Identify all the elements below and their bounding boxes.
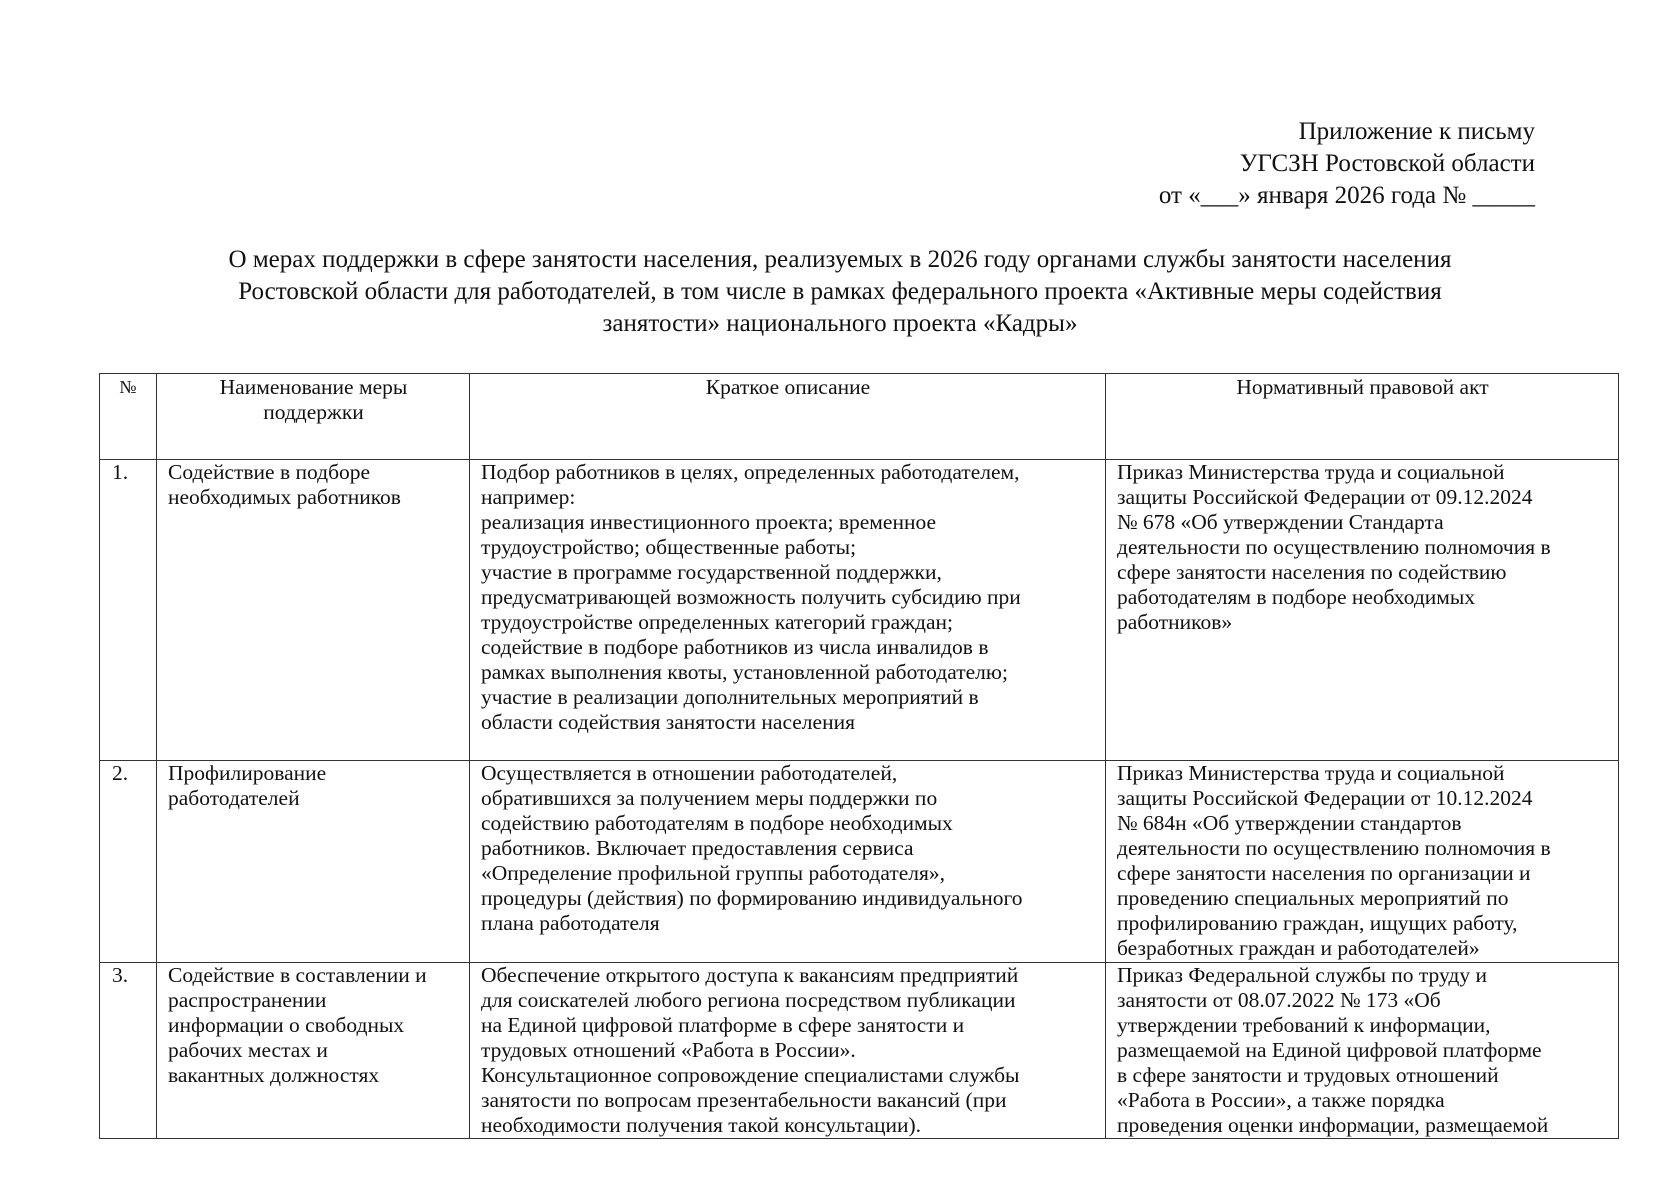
cell-line: сфере занятости населения по содействию [1117,560,1507,584]
table-row [100,761,1619,963]
cell-line: Профилирование [168,761,327,785]
cell-line: Обеспечение открытого доступа к вакансиям предприятий [481,963,1019,987]
cell-line: Приказ Министерства труда и социальной [1117,761,1505,785]
cell-line: «Работа в России», а также порядка [1117,1088,1445,1112]
cell-line: реализация инвестиционного проекта; временное [481,510,937,534]
cell-line: участие в реализации дополнительных мероприятий в [481,685,979,709]
header-num: № [100,374,157,460]
row-description [470,963,1106,1139]
cell-line: рамках выполнения квоты, установленной работодателю; [481,660,1008,684]
cell-line: в сфере занятости и трудовых отношений [1117,1063,1499,1087]
cell-line: занятости от 08.07.2022 № 173 «Об [1117,988,1441,1012]
cell-line: работников. Включает предоставления сервиса [481,836,914,860]
table-row [100,460,1619,761]
cell-line: необходимости получения такой консультации). [481,1113,922,1137]
appendix-line: УГСЗН Ростовской области [1239,150,1535,177]
cell-line: работников» [1117,610,1233,634]
row-act [1106,460,1619,761]
row-num: 3. [100,963,157,1139]
title-line: Ростовской области для работодателей, в том числе в рамках федерального проекта «Активные меры содействия [238,278,1442,305]
cell-line: Осуществляется в отношении работодателей, [481,761,898,785]
row-act [1106,761,1619,963]
cell-line: деятельности по осуществлению полномочия в [1117,836,1551,860]
cell-line: Консультационное сопровождение специалистами службы [481,1063,1020,1087]
cell-line: утверждении требований к информации, [1117,1013,1491,1037]
row-act [1106,963,1619,1139]
header-name-line: поддержки [263,400,364,424]
cell-line: например: [481,485,576,509]
table-row [100,963,1619,1139]
table-header-row [100,374,1619,460]
header-act: Нормативный правовой акт [1106,374,1619,460]
cell-line: для соискателей любого региона посредством публикации [481,988,1016,1012]
cell-line: предусматривающей возможность получить субсидию при [481,585,1021,609]
document-title [120,244,1560,340]
cell-line: Подбор работников в целях, определенных работодателем, [481,460,1020,484]
cell-line: обратившихся за получением меры поддержки по [481,786,938,810]
cell-line: деятельности по осуществлению полномочия в [1117,535,1551,559]
measures-table [99,373,1619,1139]
cell-line: содействие в подборе работников из числа инвалидов в [481,635,989,659]
row-description [470,761,1106,963]
cell-line: Приказ Федеральной службы по труду и [1117,963,1487,987]
cell-line: участие в программе государственной поддержки, [481,560,942,584]
cell-line: содействию работодателям в подборе необходимых [481,811,953,835]
cell-line: плана работодателя [481,911,660,935]
row-num: 1. [100,460,157,761]
cell-line: № 678 «Об утверждении Стандарта [1117,510,1444,534]
cell-line: трудоустройстве определенных категорий граждан; [481,610,953,634]
title-line: занятости» национального проекта «Кадры» [602,310,1078,337]
cell-line: проведению специальных мероприятий по [1117,886,1509,910]
cell-line: работодателей [168,786,300,810]
appendix-line: Приложение к письму [1298,118,1535,145]
cell-line: информации о свободных [168,1013,405,1037]
cell-line: рабочих местах и [168,1038,328,1062]
cell-line: необходимых работников [168,485,401,509]
appendix-header [1159,116,1535,212]
cell-line: № 684н «Об утверждении стандартов [1117,811,1462,835]
row-name [157,963,470,1139]
cell-line: вакантных должностях [168,1063,380,1087]
cell-line: Содействие в подборе [168,460,371,484]
cell-line: трудоустройство; общественные работы; [481,535,857,559]
cell-line: процедуры (действия) по формированию индивидуального [481,886,1023,910]
cell-line: профилированию граждан, ищущих работу, [1117,911,1518,935]
row-name [157,460,470,761]
appendix-line: от «___» января 2026 года № _____ [1158,182,1535,209]
cell-line: сфере занятости населения по организации и [1117,861,1531,885]
cell-line: Приказ Министерства труда и социальной [1117,460,1505,484]
cell-line: распространении [168,988,327,1012]
header-name-line: Наименование меры [219,375,408,399]
cell-line: «Определение профильной группы работодателя», [481,861,946,885]
row-description [470,460,1106,761]
header-name [157,374,470,460]
cell-line: области содействия занятости населения [481,710,855,734]
cell-line: занятости по вопросам презентабельности вакансий (при [481,1088,1007,1112]
cell-line: работодателям в подборе необходимых [1117,585,1476,609]
row-name [157,761,470,963]
cell-line: размещаемой на Единой цифровой платформе [1117,1038,1542,1062]
cell-line: проведения оценки информации, размещаемой [1117,1113,1549,1137]
cell-line: трудовых отношений «Работа в России». [481,1038,856,1062]
cell-line: Содействие в составлении и [168,963,427,987]
row-num: 2. [100,761,157,963]
title-line: О мерах поддержки в сфере занятости населения, реализуемых в 2026 году органами службы занятости населения [228,246,1452,273]
cell-line: на Единой цифровой платформе в сфере занятости и [481,1013,965,1037]
cell-line: защиты Российской Федерации от 10.12.2024 [1117,786,1533,810]
cell-line: защиты Российской Федерации от 09.12.2024 [1117,485,1533,509]
cell-line: безработных граждан и работодателей» [1117,936,1480,960]
header-description: Краткое описание [470,374,1106,460]
